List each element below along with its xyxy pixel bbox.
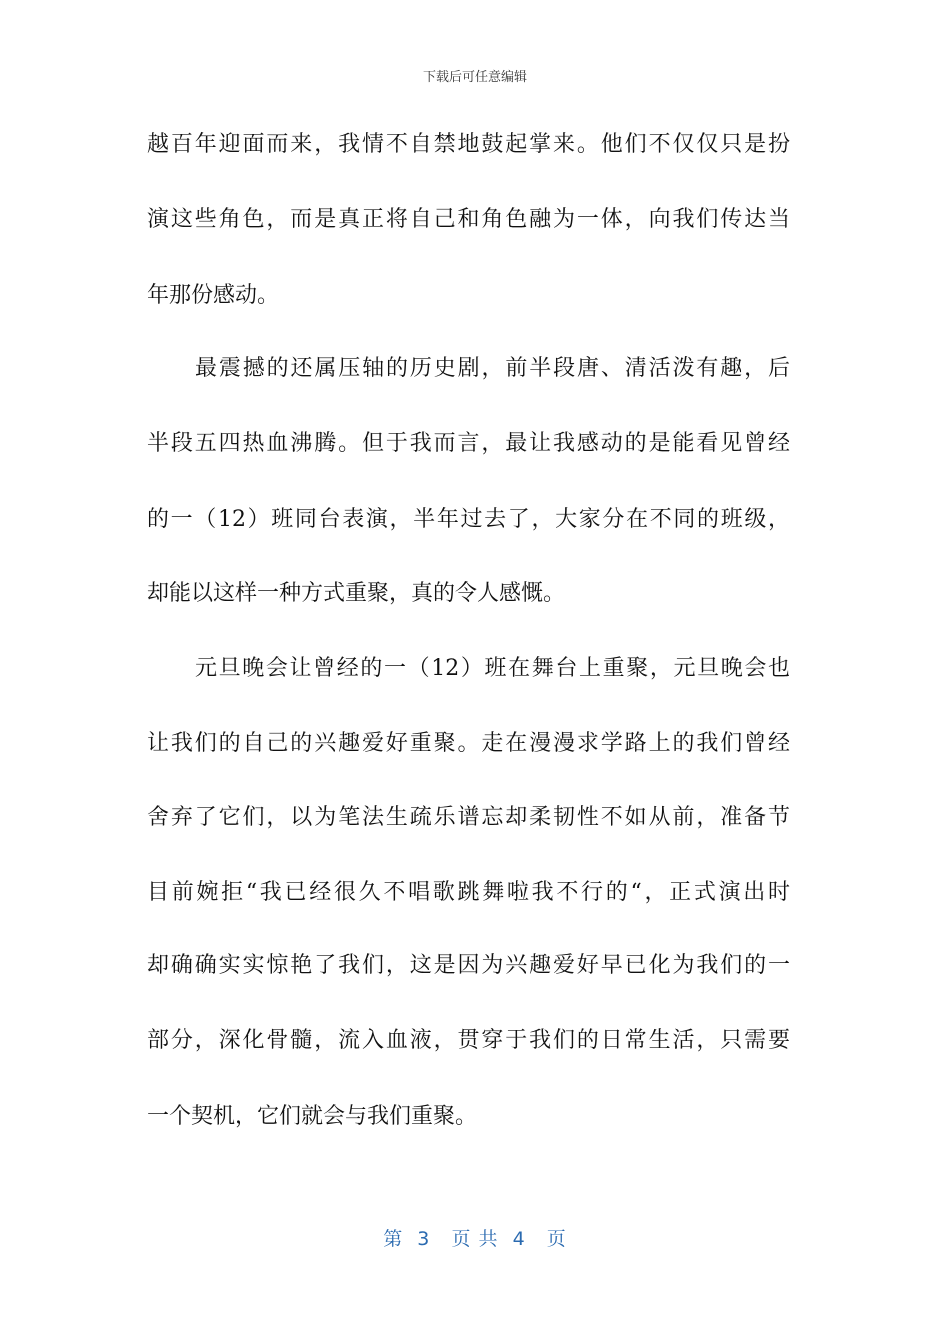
header-note: 下载后可任意编辑: [422, 70, 527, 85]
text-line: 却能以这样一种方式重聚，真的令人感慨。: [147, 581, 566, 606]
text-line: 演这些角色，而是真正将自己和角色融为一体，向我们传达当: [147, 207, 790, 232]
text-line: 半段五四热血沸腾。但于我而言，最让我感动的是能看见曾经: [147, 431, 790, 456]
text-line: 元旦晚会让曾经的一（12）班在舞台上重聚，元旦晚会也: [195, 656, 790, 681]
text-line: 目前婉拒“我已经很久不唱歌跳舞啦我不行的“，正式演出时: [147, 880, 790, 905]
text-line: 舍弃了它们，以为笔法生疏乐谱忘却柔韧性不如从前，准备节: [147, 805, 790, 830]
text-line: 一个契机，它们就会与我们重聚。: [147, 1104, 478, 1129]
text-line: 让我们的自己的兴趣爱好重聚。走在漫漫求学路上的我们曾经: [147, 731, 790, 756]
text-line: 却确确实实惊艳了我们，这是因为兴趣爱好早已化为我们的一: [147, 953, 790, 978]
text-line: 越百年迎面而来，我情不自禁地鼓起掌来。他们不仅仅只是扮: [147, 132, 790, 157]
text-line: 最震撼的还属压轴的历史剧，前半段唐、清活泼有趣，后: [195, 356, 790, 381]
text-line: 年那份感动。: [147, 283, 280, 308]
text-line: 的一（12）班同台表演，半年过去了，大家分在不同的班级，: [147, 507, 790, 532]
page-number: 第 3 页 共 4 页: [383, 1228, 567, 1250]
text-line: 部分，深化骨髓，流入血液，贯穿于我们的日常生活，只需要: [147, 1028, 790, 1053]
